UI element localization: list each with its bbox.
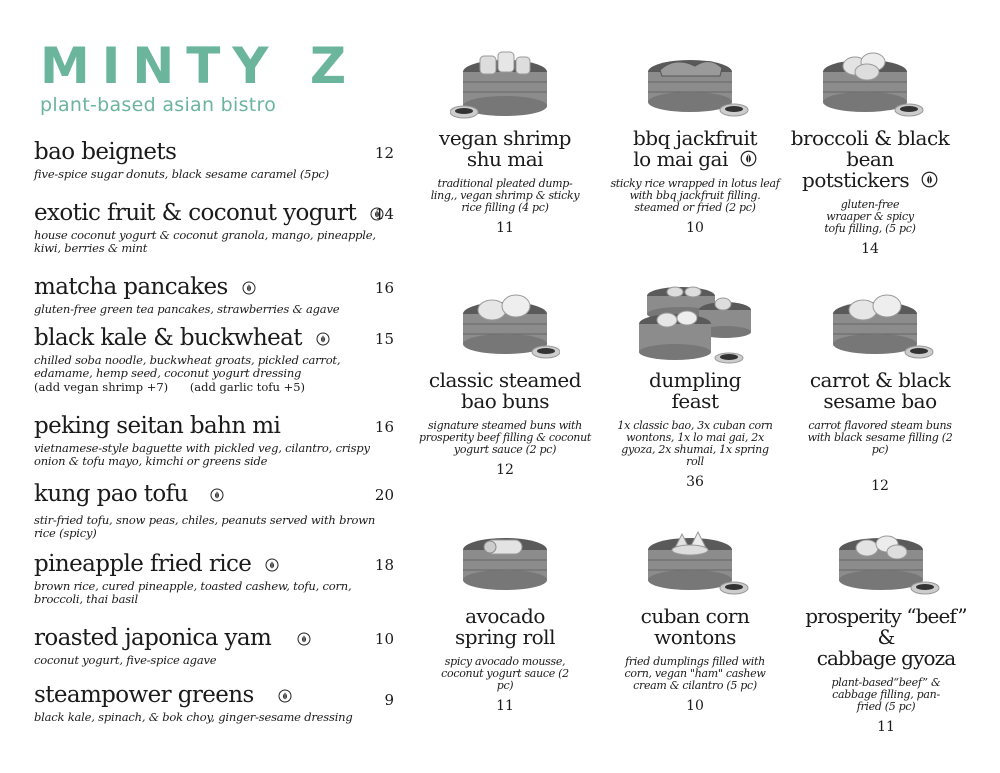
restaurant-tagline: plant-based asian bistro xyxy=(40,94,277,116)
steamer-potsticker-icon xyxy=(815,48,925,124)
menu-item xyxy=(34,681,394,724)
dim-sum-item xyxy=(796,526,976,735)
item-name: bao beignets xyxy=(34,139,177,165)
vegan-leaf-icon xyxy=(740,150,757,167)
dish-name: broccoli & black bean potstickers xyxy=(790,126,950,192)
menu-item xyxy=(34,199,394,255)
item-description: stir-fried tofu, snow peas, chiles, peanuts served with brown rice (spicy) xyxy=(34,513,376,540)
dish-price: 36 xyxy=(686,474,704,490)
steamer-lotus-leaf-icon xyxy=(640,48,750,124)
dish-price: 11 xyxy=(496,220,514,236)
dish-description: 1x classic bao, 3x cuban corn wontons, 1x lo mai gai, 2x gyoza, 2x shumai, 1x spring roll xyxy=(617,419,773,468)
dish-price: 11 xyxy=(496,698,514,714)
steamer-shumai-icon xyxy=(450,48,560,124)
item-name: pineapple fried rice xyxy=(34,551,252,577)
item-description: coconut yogurt, five-spice agave xyxy=(34,653,217,667)
dish-name: vegan shrimp shu mai xyxy=(439,126,571,171)
item-name: matcha pancakes xyxy=(34,274,228,300)
dim-sum-item xyxy=(605,48,785,236)
dish-description: traditional pleated dump-ling,, vegan shrimp & sticky rice filling (4 pc) xyxy=(430,177,580,214)
menu-item xyxy=(34,324,394,394)
item-description: vietnamese-style baguette with pickled veg, cilantro, crispy onion & tofu mayo, kimchi or greens side xyxy=(34,441,370,468)
vegan-leaf-icon xyxy=(265,558,279,572)
restaurant-name: MINTY Z xyxy=(40,37,359,95)
steamer-gyoza-icon xyxy=(831,526,941,602)
item-name: kung pao tofu xyxy=(34,481,188,507)
item-name: roasted japonica yam xyxy=(34,625,272,651)
steamer-wonton-icon xyxy=(640,526,750,602)
dish-description: sticky rice wrapped in lotus leaf with bbq jackfruit filling. steamed or fried (2 pc) xyxy=(610,177,780,214)
addon-garlic-tofu: (add garlic tofu +5) xyxy=(189,380,306,394)
item-name: exotic fruit & coconut yogurt xyxy=(34,200,357,226)
steamer-bao-icon xyxy=(450,290,560,366)
menu-item xyxy=(34,480,394,540)
item-price: 12 xyxy=(374,144,394,162)
dish-price: 14 xyxy=(861,241,879,257)
dish-description: plant-based“beef” & cabbage filling, pan-fried (5 pc) xyxy=(831,676,941,713)
item-description: brown rice, cured pineapple, toasted cashew, tofu, corn, broccoli, thai basil xyxy=(34,579,352,606)
dim-sum-item xyxy=(790,290,970,494)
menu-item xyxy=(34,138,394,181)
addon-vegan-shrimp: (add vegan shrimp +7) xyxy=(34,380,169,394)
dish-description: signature steamed buns with prosperity beef filling & coconut yogurt sauce (2 pc) xyxy=(419,419,591,456)
item-description: black kale, spinach, & bok choy, ginger-sesame dressing xyxy=(34,710,353,724)
dish-description: carrot flavored steam buns with black sesame filling (2 pc) xyxy=(807,419,953,456)
dish-name: bbq jackfruit lo mai gai xyxy=(633,126,757,171)
dish-description: spicy avocado mousse, coconut yogurt sauce (2 pc) xyxy=(441,655,569,692)
item-price: 14 xyxy=(374,205,394,223)
menu-item xyxy=(34,550,394,606)
stacked-steamers-icon xyxy=(635,282,755,366)
dish-price: 12 xyxy=(496,462,514,478)
dish-price: 10 xyxy=(686,698,704,714)
vegan-leaf-icon xyxy=(921,171,938,188)
item-description: chilled soba noodle, buckwheat groats, pickled carrot, edamame, hemp seed, coconut yogurt dressing xyxy=(34,353,341,380)
dish-price: 12 xyxy=(871,478,889,494)
steamer-spring-roll-icon xyxy=(450,526,560,602)
item-name: peking seitan bahn mi xyxy=(34,413,281,439)
dim-sum-item xyxy=(415,526,595,714)
dim-sum-item xyxy=(415,48,595,236)
dish-price: 10 xyxy=(686,220,704,236)
item-description: house coconut yogurt & coconut granola, mango, pineapple, kiwi, berries & mint xyxy=(34,228,376,255)
dish-name: carrot & black sesame bao xyxy=(809,368,951,413)
item-price: 18 xyxy=(374,556,394,574)
item-addons xyxy=(34,380,394,394)
dish-name: prosperity “beef” & cabbage gyoza xyxy=(805,604,967,670)
steamer-sesame-bao-icon xyxy=(825,290,935,366)
dim-sum-item xyxy=(780,48,960,257)
dish-description: fried dumplings filled with corn, vegan "ham" cashew cream & cilantro (5 pc) xyxy=(624,655,766,692)
item-price: 20 xyxy=(374,486,394,504)
item-price: 9 xyxy=(384,691,394,709)
item-price: 16 xyxy=(374,279,394,297)
dish-name: avocado spring roll xyxy=(455,604,555,649)
vegan-leaf-icon xyxy=(316,332,330,346)
item-description: gluten-free green tea pancakes, strawberries & agave xyxy=(34,302,340,316)
item-price: 16 xyxy=(374,418,394,436)
vegan-leaf-icon xyxy=(242,281,256,295)
dim-sum-item xyxy=(605,282,785,490)
item-price: 15 xyxy=(374,330,394,348)
dim-sum-item xyxy=(605,526,785,714)
vegan-leaf-icon xyxy=(297,632,311,646)
vegan-leaf-icon xyxy=(278,689,292,703)
dish-name: classic steamed bao buns xyxy=(428,368,582,413)
dish-name: cuban corn wontons xyxy=(640,604,750,649)
menu-item xyxy=(34,624,394,667)
item-name: black kale & buckwheat xyxy=(34,325,302,351)
dish-description: gluten-free wraaper & spicy tofu filling, (5 pc) xyxy=(824,198,916,235)
vegan-leaf-icon xyxy=(210,488,224,502)
dish-price: 11 xyxy=(877,719,895,735)
item-description: five-spice sugar donuts, black sesame caramel (5pc) xyxy=(34,167,329,181)
dish-name: dumpling feast xyxy=(649,368,741,413)
menu-item xyxy=(34,412,394,468)
menu-item xyxy=(34,273,394,316)
brand-header xyxy=(40,38,358,116)
item-price: 10 xyxy=(374,630,394,648)
item-name: steampower greens xyxy=(34,682,254,708)
dim-sum-item xyxy=(415,290,595,478)
